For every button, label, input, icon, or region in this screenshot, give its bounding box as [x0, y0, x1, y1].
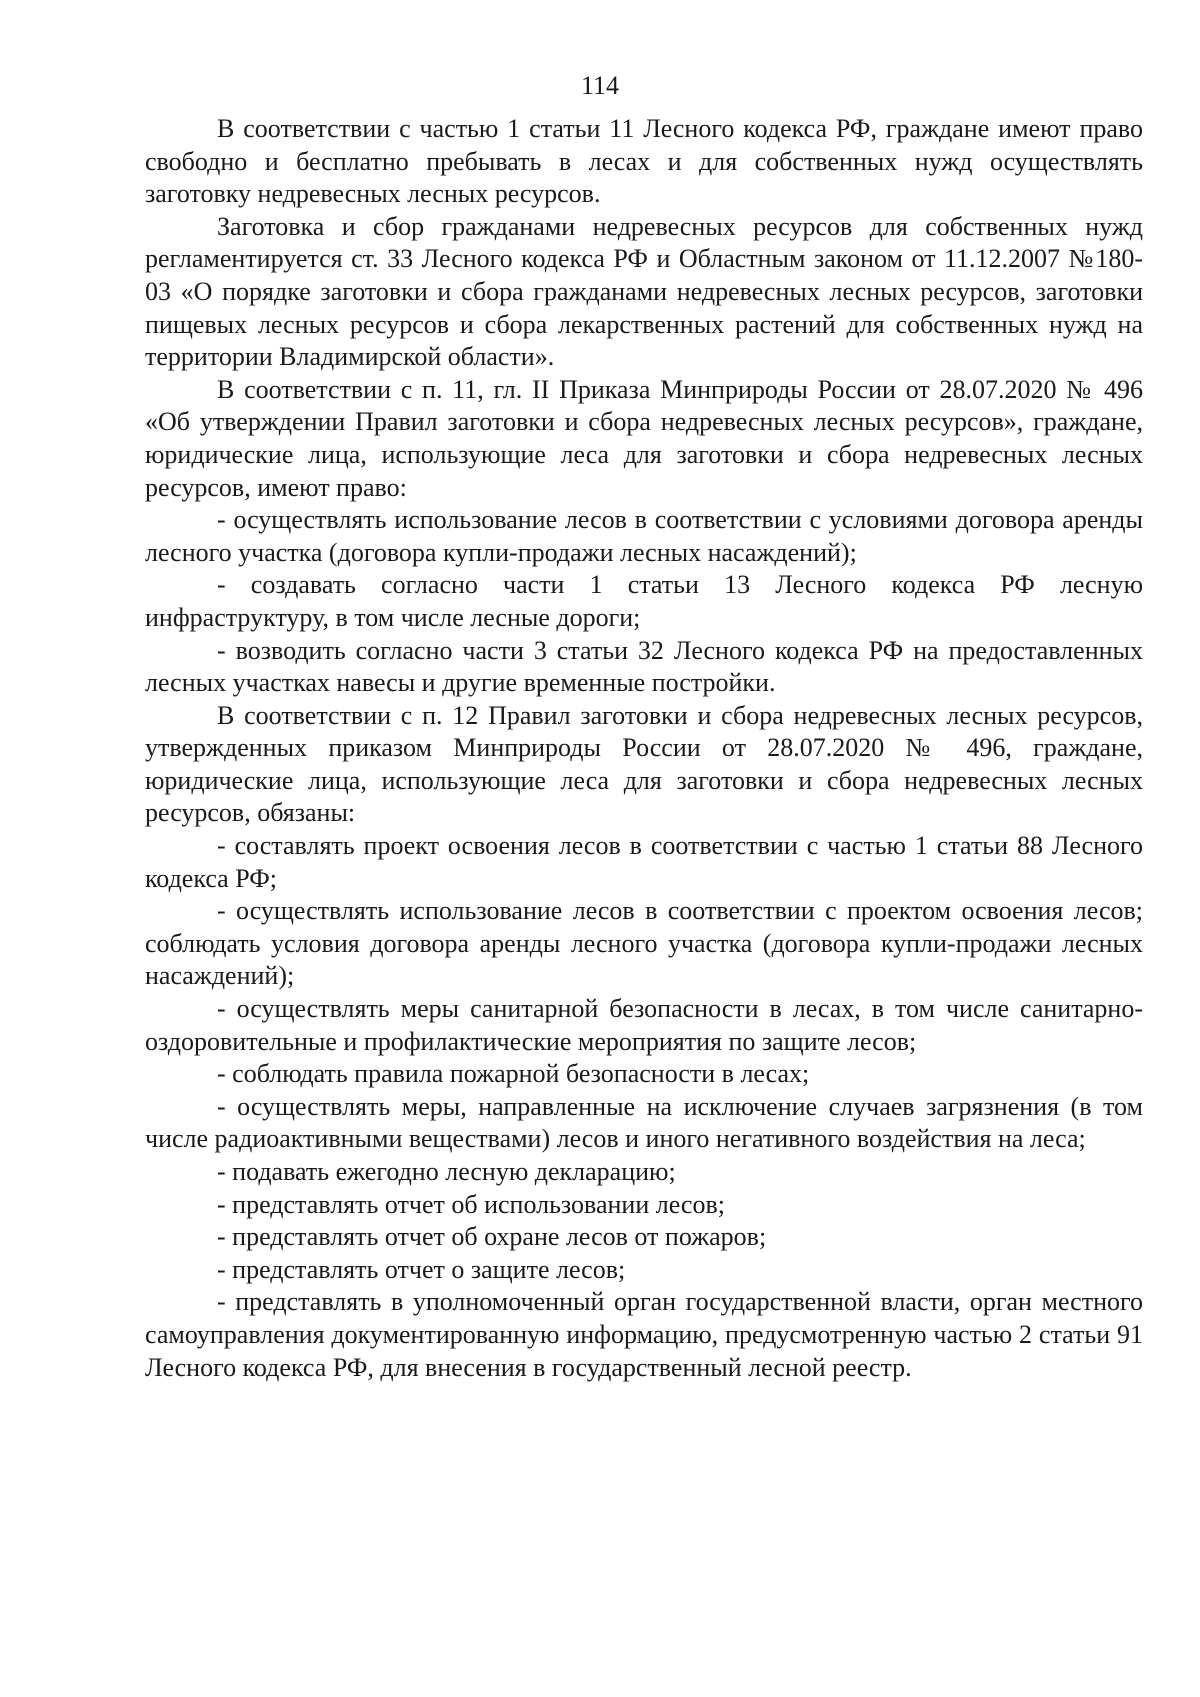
paragraph-obligations-intro: В соответствии с п. 12 Правил заготовки и сбора недревесных лесных ресурсов, утвержденных приказом Минприроды России от 28.07.2020 № 496, граждане, юридические лица, использующие леса для заготовки и сбора недревесных лесных ресурсов, обязаны: — [145, 700, 1143, 828]
list-item-obligation: - соблюдать правила пожарной безопасности в лесах; — [217, 1059, 810, 1089]
paragraph-rights-intro: В соответствии с частью 1 статьи 11 Лесного кодекса РФ, граждане имеют право свободно и бесплатно пребывать в лесах и для собственных нужд осуществлять заготовку недревесных лесных ресурсов. — [145, 114, 1143, 209]
list-item-obligation: - представлять отчет об использовании лесов; — [217, 1189, 725, 1219]
list-item-obligation: - представлять в уполномоченный орган государственной власти, орган местного самоуправления документированную информацию, предусмотренную частью 2 статьи 91 Лесного кодекса РФ, для внесения в государственный лесной реестр. — [145, 1287, 1143, 1382]
list-item-obligation: - осуществлять меры санитарной безопасности в лесах, в том числе санитарно-оздоровительные и профилактические мероприятия по защите лесов; — [145, 994, 1143, 1056]
list-item-obligation: - подавать ежегодно лесную декларацию; — [217, 1157, 676, 1186]
list-item-right: - осуществлять использование лесов в соответствии с условиями договора аренды лесного участка (договора купли-продажи лесных насаждений); — [145, 505, 1143, 567]
list-item-obligation: - составлять проект освоения лесов в соответствии с частью 1 статьи 88 Лесного кодекса РФ; — [145, 831, 1143, 893]
page-number: 114 — [580, 71, 620, 100]
list-item-right: - создавать согласно части 1 статьи 13 Лесного кодекса РФ лесную инфраструктуру, в том числе лесные дороги; — [145, 570, 1143, 632]
list-item-obligation: - представлять отчет об охране лесов от пожаров; — [217, 1222, 767, 1252]
paragraph-regulation: Заготовка и сбор гражданами недревесных ресурсов для собственных нужд регламентируется ст. 33 Лесного кодекса РФ и Областным законом от 11.12.2007 №180-03 «О порядке заготовки и сбора гражданами недревесных лесных ресурсов, заготовки пищевых лесных ресурсов и сбора лекарственных растений для собственных нужд на территории Владимирской области». — [145, 211, 1143, 372]
list-item-obligation: - осуществлять меры, направленные на исключение случаев загрязнения (в том числе радиоактивными веществами) лесов и иного негативного воздействия на леса; — [145, 1091, 1143, 1154]
list-item-right: - возводить согласно части 3 статьи 32 Лесного кодекса РФ на предоставленных лесных участках навесы и другие временные постройки. — [145, 635, 1143, 698]
list-item-obligation: - осуществлять использование лесов в соответствии с проектом освоения лесов; соблюдать условия договора аренды лесного участка (договора купли-продажи лесных насаждений); — [145, 896, 1143, 991]
paragraph-rights-order: В соответствии с п. 11, гл. II Приказа Минприроды России от 28.07.2020 № 496 «Об утверждении Правил заготовки и сбора недревесных лесных ресурсов», граждане, юридические лица, использующие леса для заготовки и сбора недревесных лесных ресурсов, имеют право: — [145, 374, 1143, 502]
list-item-obligation: - представлять отчет о защите лесов; — [217, 1254, 626, 1284]
page-body — [145, 113, 1143, 1384]
